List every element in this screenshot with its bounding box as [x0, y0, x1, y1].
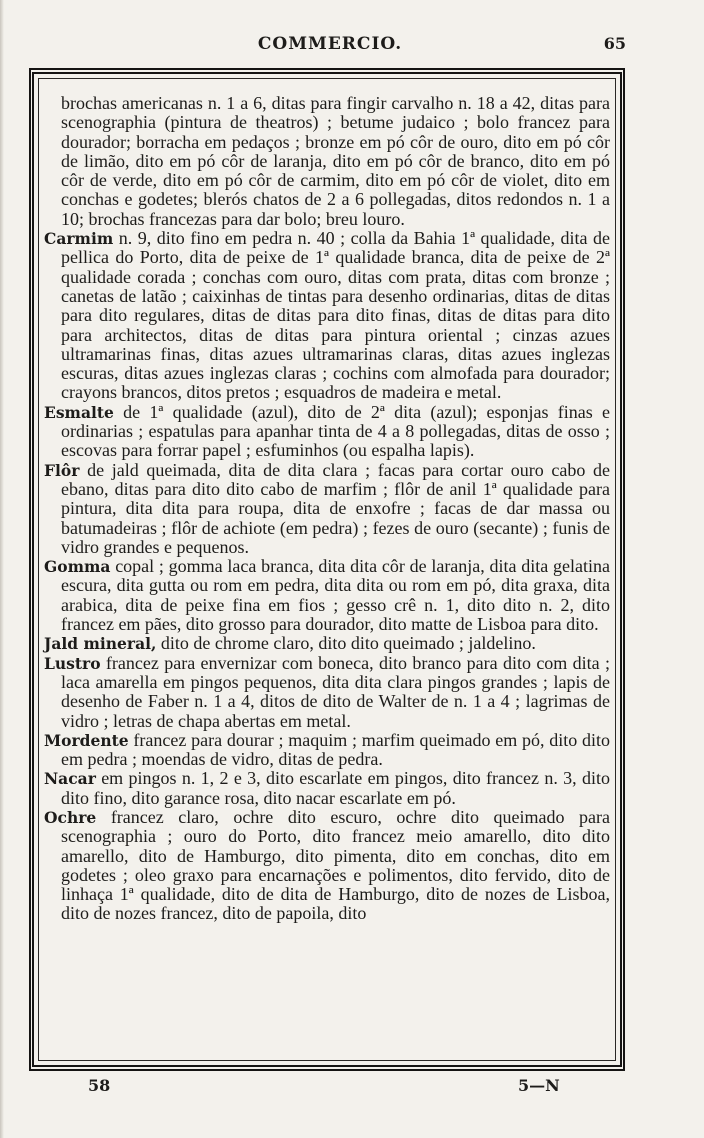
entry-lustro — [44, 654, 610, 731]
entry-gomma — [44, 557, 610, 634]
entry-esmalte — [44, 403, 610, 461]
entry-ochre — [44, 808, 610, 924]
entry-term: Jald mineral, — [44, 634, 157, 654]
entry-continuation — [44, 94, 610, 229]
entry-text: copal ; gomma laca branca, dita dita côr de laranja, dita dita gelatina escura, dita gutta ou rom em pedra, dita dita ou rom em pó, dita graxa, dita arabica, dita de peixe fina em fios ; gesso crê n. 1, dito dito n. 2, dito francez em pães, dito grosso para dourador, dito matte de Lisboa para dito. — [61, 556, 611, 635]
entry-flor — [44, 461, 610, 557]
entry-text: francez claro, ochre dito escuro, ochre dito queimado para scenographia ; ouro do Porto, dito francez meio amarello, dito dito amarello, dito de Hamburgo, dito pimenta, dito em conchas, dito em godetes ; oleo graxo para encarnações e polimentos, dito fervido, dito de linhaça 1ª qualidade, dito de dita de Hamburgo, dito de nozes de Lisboa, dito de nozes francez, dito de papoila, dito — [61, 806, 611, 924]
entry-term: Ochre — [44, 807, 97, 827]
entry-text: de jald queimada, dita de dita clara ; facas para cortar ouro cabo de ebano, ditas para dito dito cabo de marfim ; flôr de anil 1ª qualidade para pintura, dita dita para roupa, dita de enxofre ; facas de dar massa ou batumadeiras ; flôr de achiote (em pedra) ; fezes de ouro (secante) ; funis de vidro grandes e pequenos. — [61, 459, 610, 557]
entry-text: de 1ª qualidade (azul), dito de 2ª dita (azul); esponjas finas e ordinarias ; espatulas para apanhar tinta de 4 a 8 pollegadas, ditas de osso ; escovas para forrar papel ; esfuminhos (ou espalha lapis). — [61, 401, 610, 461]
entry-term: Carmim — [44, 229, 114, 249]
entry-text: francez para dourar ; maquim ; marfim queimado em pó, dito dito em pedra ; moendas de vidro, ditas de pedra. — [61, 729, 610, 770]
page-header — [0, 34, 704, 64]
entry-term: Mordente — [44, 730, 129, 750]
signature-mark-right: 5—N — [518, 1076, 560, 1095]
entry-carmim — [44, 229, 610, 403]
page-footer — [0, 1076, 704, 1100]
entry-nacar — [44, 769, 610, 808]
entry-term: Gomma — [44, 557, 111, 577]
entry-text: n. 9, dito fino em pedra n. 40 ; colla da Bahia 1ª qualidade, dita de pellica do Porto, dita de peixe de 1ª qualidade branca, dita de peixe de 2ª qualidade corada ; conchas com ouro, ditas com prata, ditas com bronze ; canetas de latão ; caixinhas de tintas para desenho ordinarias, ditas de ditas para dito regulares, ditas de ditas para dito finas, ditas de ditas para dito para architectos, ditas de ditas para pintura oriental ; cinzas azues ultramarinas finas, ditas azues ultramarinas claras, ditas azues inglezas escuras, ditas azues inglezas claras ; cochins com almofada para dourador; crayons brancos, ditos pretos ; esquadros de madeira e metal. — [61, 228, 610, 403]
page-number: 65 — [603, 34, 626, 53]
entry-mordente — [44, 731, 610, 770]
entry-text: em pingos n. 1, 2 e 3, dito escarlate em pingos, dito francez n. 3, dito dito fino, dito garance rosa, dito nacar escarlate em pó. — [61, 768, 610, 808]
entry-text: brochas americanas n. 1 a 6, ditas para fingir carvalho n. 18 a 42, ditas para scenographia (pintura de theatros) ; betume judaico ; bolo francez para dourador; borracha em pedaços ; bronze em pó côr de ouro, dito em pó côr de limão, dito em pó côr de laranja, dito em pó côr de branco, dito em pó côr de verde, dito em pó côr de carmim, dito em pó côr de violet, dito em conchas e godetes; blerós chatos de 2 a 6 pollegadas, ditos redondos n. 1 a 10; brochas francezas para dar bolo; breu louro. — [61, 93, 610, 229]
entry-term: Nacar — [44, 769, 96, 789]
signature-mark: 58 — [88, 1076, 111, 1095]
binding-shadow — [0, 0, 4, 1138]
entry-text: francez para envernizar com boneca, dito branco para dito com dita ; laca amarella em pingos pequenos, dita dita clara pingos grandes ; lapis de desenho de Faber n. 1 a 4, ditos de dito de Walter de n. 1 a 4 ; lagrimas de vidro ; letras de chapa abertas em metal. — [61, 652, 610, 731]
entry-term: Lustro — [44, 653, 101, 673]
entry-text: dito de chrome claro, dito dito queimado ; jaldelino. — [160, 633, 536, 654]
entry-jald-mineral — [44, 634, 610, 653]
entry-term: Esmalte — [44, 402, 114, 422]
entry-term: Flôr — [44, 460, 80, 480]
text-column — [44, 94, 610, 924]
running-title: COMMERCIO. — [257, 34, 403, 54]
